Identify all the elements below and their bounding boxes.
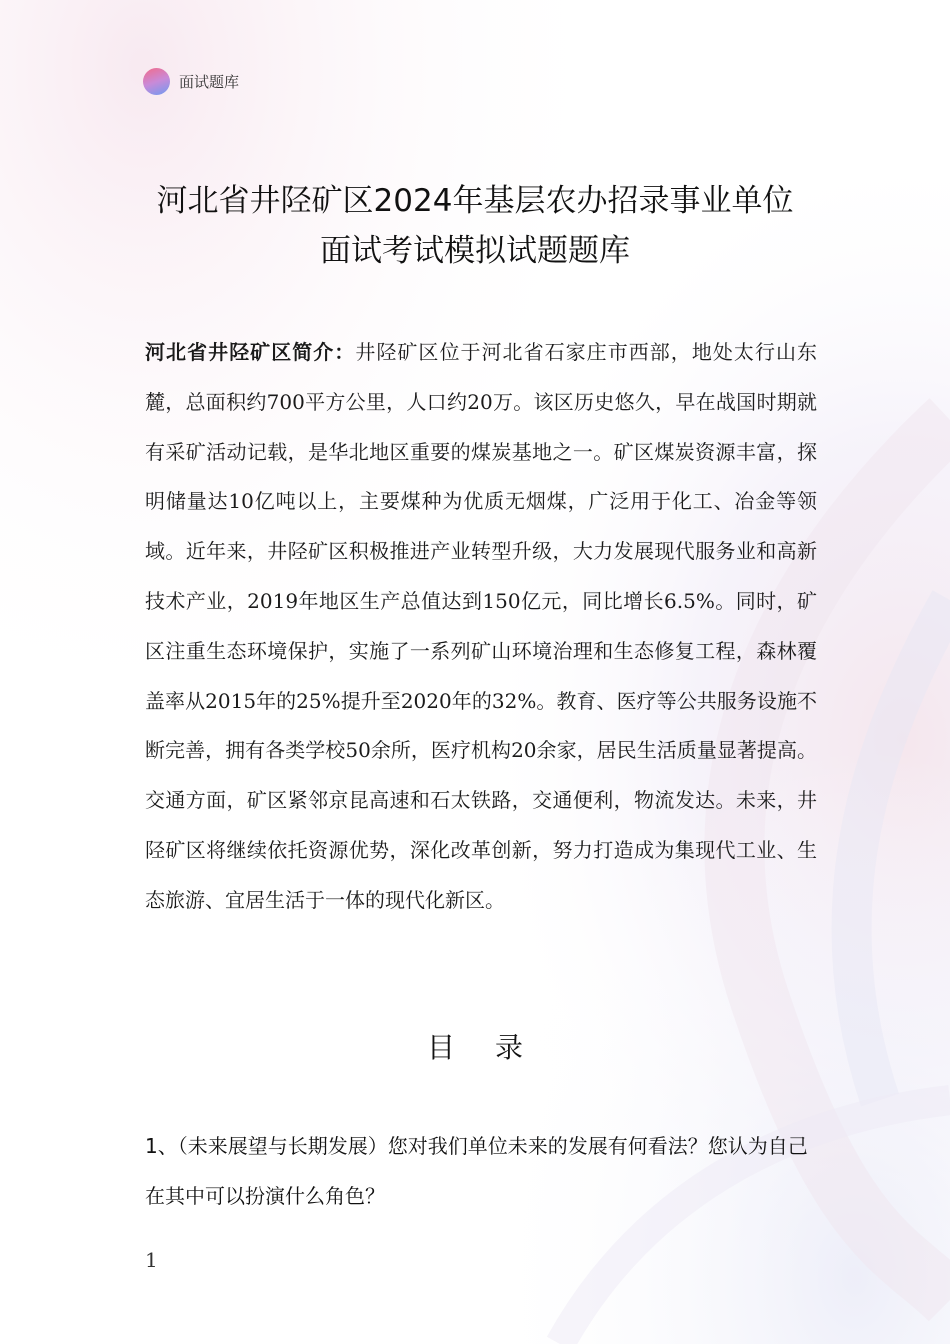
- intro-text: 井陉矿区位于河北省石家庄市西部，地处太行山东麓，总面积约700平方公里，人口约20万。该区历史悠久，早在战国时期就有采矿活动记载，是华北地区重要的煤炭基地之一。矿区煤炭资源丰富，探明储量达10亿吨以上，主要煤种为优质无烟煤，广泛用于化工、冶金等领域。近年来，井陉矿区积极推进产业转型升级，大力发展现代服务业和高新技术产业，2019年地区生产总值达到150亿元，同比增长6.5%。同时，矿区注重生态环境保护，实施了一系列矿山环境治理和生态修复工程，森林覆盖率从2015年的25%提升至2020年的32%。教育、医疗等公共服务设施不断完善，拥有各类学校50余所，医疗机构20余家，居民生活质量显著提高。交通方面，矿区紧邻京昆高速和石太铁路，交通便利，物流发达。未来，井陉矿区将继续依托资源优势，深化改革创新，努力打造成为集现代工业、生态旅游、宜居生活于一体的现代化新区。: [145, 340, 818, 912]
- title-line-1: 河北省井陉矿区2024年基层农办招录事业单位: [156, 183, 794, 219]
- logo-circle-icon: [143, 68, 170, 95]
- page-header: [143, 66, 239, 96]
- title-line-2: 面试考试模拟试题题库: [320, 233, 630, 269]
- document-title: [100, 176, 850, 276]
- intro-label: 河北省井陉矿区简介：: [145, 340, 356, 364]
- toc-item-1[interactable]: 1、（未来展望与长期发展）您对我们单位未来的发展有何看法？您认为自己在其中可以扮演什么角色？: [145, 1134, 808, 1208]
- header-site-name: 面试题库: [179, 72, 240, 91]
- intro-paragraph: [145, 328, 817, 926]
- toc-heading: 目录: [426, 1031, 563, 1064]
- page-number: 1: [145, 1248, 158, 1272]
